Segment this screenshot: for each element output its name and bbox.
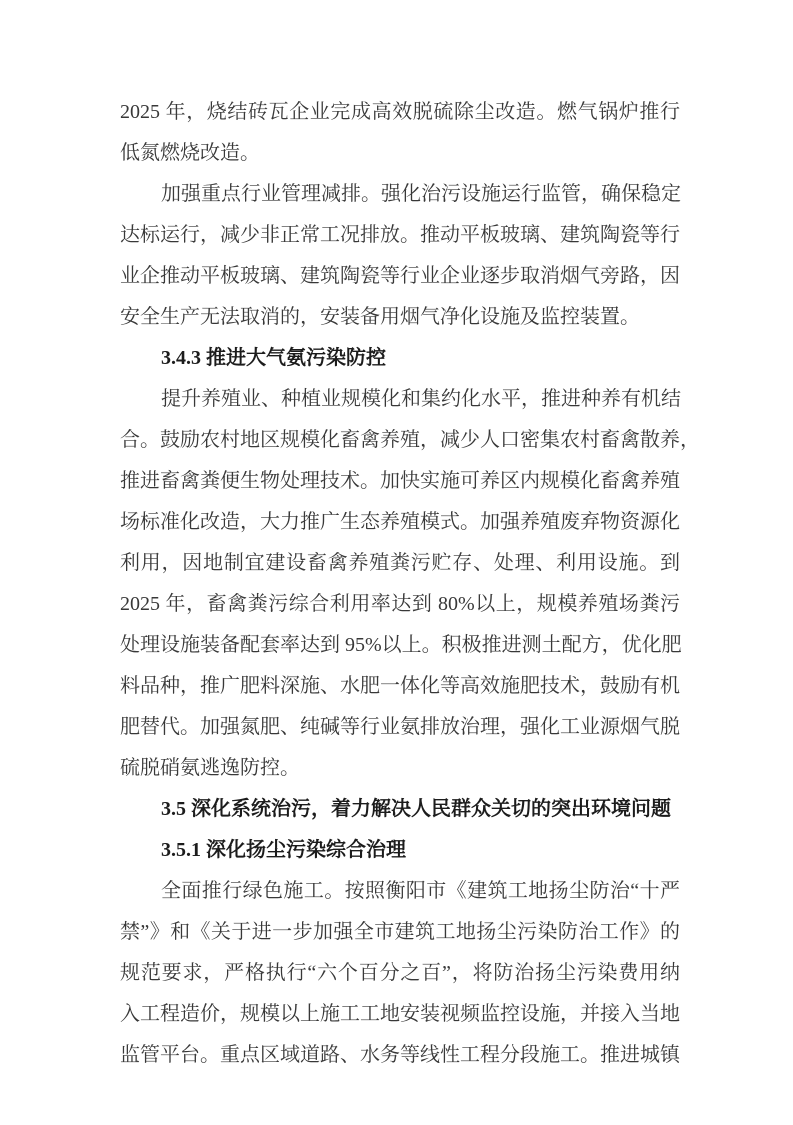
body-text-line: 合。鼓励农村地区规模化畜禽养殖，减少人口密集农村畜禽散养， <box>120 429 700 451</box>
section-heading: 3.5.1 深化扬尘污染综合治理 <box>161 839 406 861</box>
body-text-line: 2025 年，畜禽粪污综合利用率达到 80%以上，规模养殖场粪污 <box>120 593 680 615</box>
body-text-line: 处理设施装备配套率达到 95%以上。积极推进测土配方，优化肥 <box>120 634 682 656</box>
body-text-line: 肥替代。加强氮肥、纯碱等行业氨排放治理，强化工业源烟气脱 <box>120 716 680 738</box>
body-text-line: 2025 年，烧结砖瓦企业完成高效脱硫除尘改造。燃气锅炉推行 <box>120 101 680 123</box>
body-text-line: 入工程造价，规模以上施工工地安装视频监控设施，并接入当地 <box>120 1003 680 1025</box>
body-text-line: 硫脱硝氨逃逸防控。 <box>120 757 300 779</box>
body-text-line: 加强重点行业管理减排。强化治污设施运行监管，确保稳定 <box>161 183 681 205</box>
document-text-block <box>120 92 700 1076</box>
body-text-line: 全面推行绿色施工。按照衡阳市《建筑工地扬尘防治“十严 <box>161 880 680 902</box>
body-text-line: 利用，因地制宜建设畜禽养殖粪污贮存、处理、利用设施。到 <box>120 552 680 574</box>
body-text-line: 料品种，推广肥料深施、水肥一体化等高效施肥技术，鼓励有机 <box>120 675 680 697</box>
body-text-line: 低氮燃烧改造。 <box>120 142 260 164</box>
body-text-line: 禁”》和《关于进一步加强全市建筑工地扬尘污染防治工作》的 <box>120 921 680 943</box>
section-heading: 3.5 深化系统治污，着力解决人民群众关切的突出环境问题 <box>161 798 671 820</box>
body-text-line: 推进畜禽粪便生物处理技术。加快实施可养区内规模化畜禽养殖 <box>120 470 680 492</box>
body-text-line: 达标运行，减少非正常工况排放。推动平板玻璃、建筑陶瓷等行 <box>120 224 680 246</box>
body-text-line: 提升养殖业、种植业规模化和集约化水平，推进种养有机结 <box>161 388 681 410</box>
section-heading: 3.4.3 推进大气氨污染防控 <box>161 347 386 369</box>
body-text-line: 场标准化改造，大力推广生态养殖模式。加强养殖废弃物资源化 <box>120 511 680 533</box>
body-text-line: 业企推动平板玻璃、建筑陶瓷等行业企业逐步取消烟气旁路，因 <box>120 265 680 287</box>
body-text-line: 监管平台。重点区域道路、水务等线性工程分段施工。推进城镇 <box>120 1044 680 1066</box>
body-text-line: 规范要求，严格执行“六个百分之百”，将防治扬尘污染费用纳 <box>120 962 680 984</box>
body-text-line: 安全生产无法取消的，安装备用烟气净化设施及监控装置。 <box>120 306 640 328</box>
